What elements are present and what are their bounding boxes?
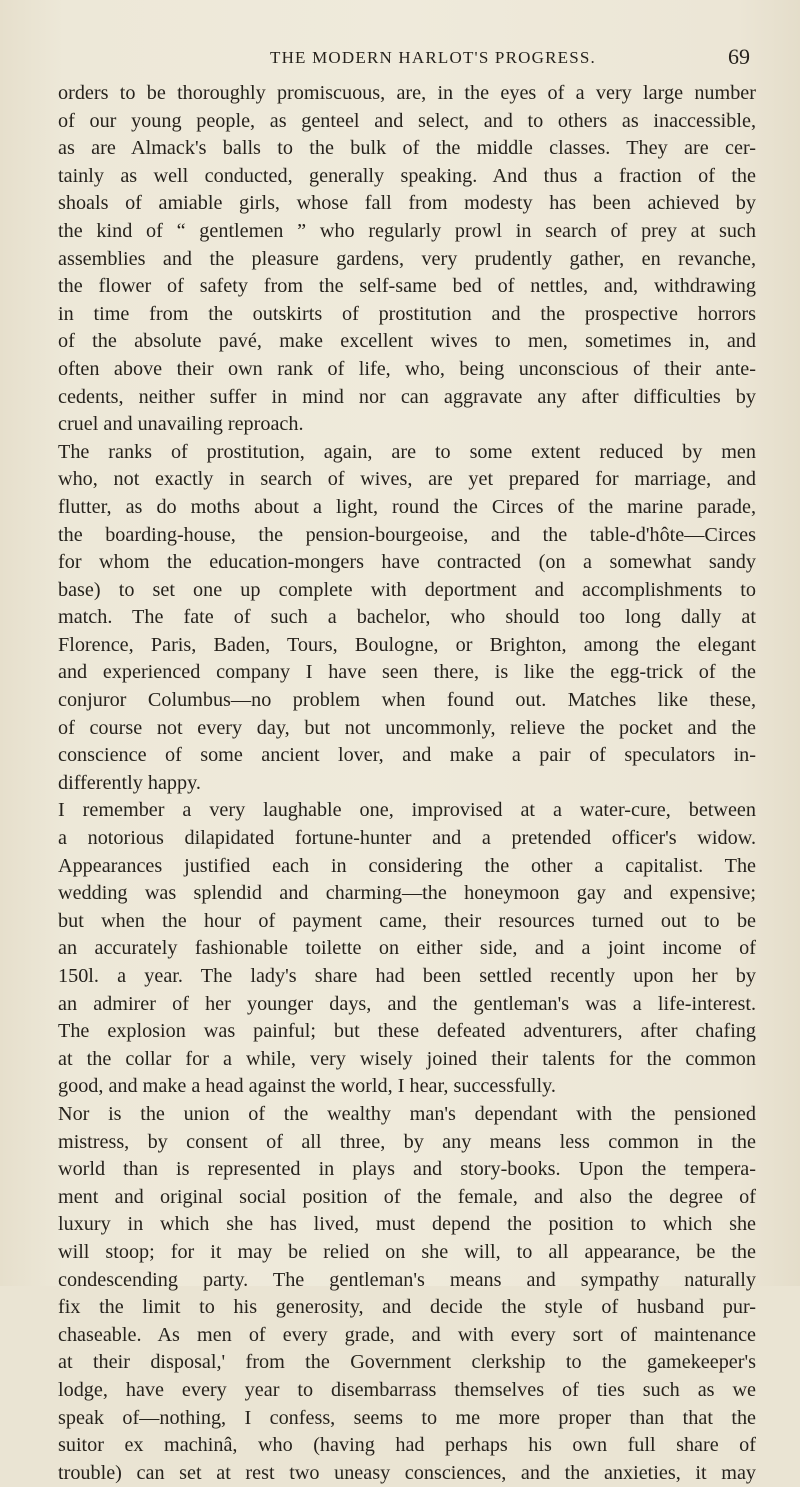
text-line: conscience of some ancient lover, and make a pair of speculators in- bbox=[58, 744, 756, 767]
text-line: Florence, Paris, Baden, Tours, Boulogne, or Brighton, among the elegant bbox=[58, 633, 756, 656]
text-line: base) to set one up complete with deportment and accomplishments to bbox=[58, 578, 756, 601]
text-line: assemblies and the pleasure gardens, very prudently gather, en revanche, bbox=[58, 247, 756, 270]
text-line: flutter, as do moths about a light, round the Circes of the marine parade, bbox=[58, 495, 756, 518]
text-line: and experienced company I have seen there, is like the egg-trick of the bbox=[58, 661, 756, 684]
running-title: THE MODERN HARLOT'S PROGRESS. bbox=[270, 48, 596, 67]
text-line: 150l. a year. The lady's share had been settled recently upon her by bbox=[58, 965, 756, 987]
text-line: tainly as well conducted, generally speaking. And thus a fraction of the bbox=[58, 164, 756, 187]
text-line: I remember a very laughable one, improvised at a water-cure, between bbox=[58, 799, 756, 822]
text-line: luxury in which she has lived, must depend the position to which she bbox=[58, 1213, 756, 1236]
text-line: speak of—nothing, I confess, seems to me more proper than that the bbox=[58, 1406, 756, 1429]
text-line: the boarding-house, the pension-bourgeoise, and the table-d'hôte—Circes bbox=[58, 523, 756, 546]
text-line: an accurately fashionable toilette on either side, and a joint income of bbox=[58, 937, 756, 960]
text-line: the kind of “ gentlemen ” who regularly prowl in search of prey at such bbox=[58, 219, 756, 242]
text-line: orders to be thoroughly promiscuous, are, in the eyes of a very large number bbox=[58, 82, 756, 104]
text-line: ment and original social position of the female, and also the degree of bbox=[58, 1185, 756, 1208]
text-line: match. The fate of such a bachelor, who should too long dally at bbox=[58, 606, 756, 629]
text-line: who, not exactly in search of wives, are yet prepared for marriage, and bbox=[58, 468, 756, 491]
text-line: of course not every day, but not uncommonly, relieve the pocket and the bbox=[58, 716, 756, 739]
text-line: for whom the education-mongers have contracted (on a somewhat sandy bbox=[58, 551, 756, 574]
text-line: wedding was splendid and charming—the honeymoon gay and expensive; bbox=[58, 882, 756, 905]
text-line: The ranks of prostitution, again, are to some extent reduced by men bbox=[58, 440, 756, 463]
text-line: suitor ex machinâ, who (having had perhaps his own full share of bbox=[58, 1434, 756, 1457]
text-line: the flower of safety from the self-same bed of nettles, and, withdrawing bbox=[58, 275, 756, 298]
text-line: fix the limit to his generosity, and decide the style of husband pur- bbox=[58, 1296, 756, 1319]
text-line: cedents, neither suffer in mind nor can aggravate any after difficulties by bbox=[58, 385, 756, 408]
text-line: but when the hour of payment came, their resources turned out to be bbox=[58, 909, 756, 932]
page-header bbox=[60, 44, 750, 74]
text-line: mistress, by consent of all three, by any means less common in the bbox=[58, 1130, 756, 1153]
text-line: differently happy. bbox=[58, 771, 201, 794]
text-line: The explosion was painful; but these defeated adventurers, after chafing bbox=[58, 1020, 756, 1043]
text-line: a notorious dilapidated fortune-hunter and a pretended officer's widow. bbox=[58, 827, 756, 850]
text-line: world than is represented in plays and story-books. Upon the tempera- bbox=[58, 1158, 756, 1181]
text-line: at their disposal,' from the Government clerkship to the gamekeeper's bbox=[58, 1351, 756, 1374]
text-line: conjuror Columbus—no problem when found out. Matches like these, bbox=[58, 689, 756, 712]
text-line: in time from the outskirts of prostitution and the prospective horrors bbox=[58, 302, 756, 325]
text-line: as are Almack's balls to the bulk of the middle classes. They are cer- bbox=[58, 137, 756, 160]
text-line: condescending party. The gentleman's means and sympathy naturally bbox=[58, 1268, 756, 1291]
text-line: will stoop; for it may be relied on she will, to all appearance, be the bbox=[58, 1240, 756, 1263]
page-number: 69 bbox=[728, 44, 750, 69]
text-line: good, and make a head against the world, I hear, successfully. bbox=[58, 1075, 556, 1098]
text-line: Nor is the union of the wealthy man's dependant with the pensioned bbox=[58, 1102, 756, 1125]
text-line: of the absolute pavé, make excellent wives to men, sometimes in, and bbox=[58, 330, 756, 353]
text-line: trouble) can set at rest two uneasy consciences, and the anxieties, it may bbox=[58, 1461, 756, 1484]
text-line: often above their own rank of life, who, being unconscious of their ante- bbox=[58, 357, 756, 380]
text-line: Appearances justified each in considering the other a capitalist. The bbox=[58, 854, 756, 877]
text-line: shoals of amiable girls, whose fall from modesty has been achieved by bbox=[58, 192, 756, 215]
text-line: at the collar for a while, very wisely joined their talents for the common bbox=[58, 1047, 756, 1070]
text-line: of our young people, as genteel and select, and to others as inaccessible, bbox=[58, 109, 756, 132]
text-line: lodge, have every year to disembarrass themselves of ties such as we bbox=[58, 1378, 756, 1401]
text-line: an admirer of her younger days, and the gentleman's was a life-interest. bbox=[58, 992, 756, 1015]
text-line: chaseable. As men of every grade, and with every sort of maintenance bbox=[58, 1323, 756, 1346]
body-text bbox=[58, 80, 756, 1487]
text-line: cruel and unavailing reproach. bbox=[58, 413, 304, 436]
